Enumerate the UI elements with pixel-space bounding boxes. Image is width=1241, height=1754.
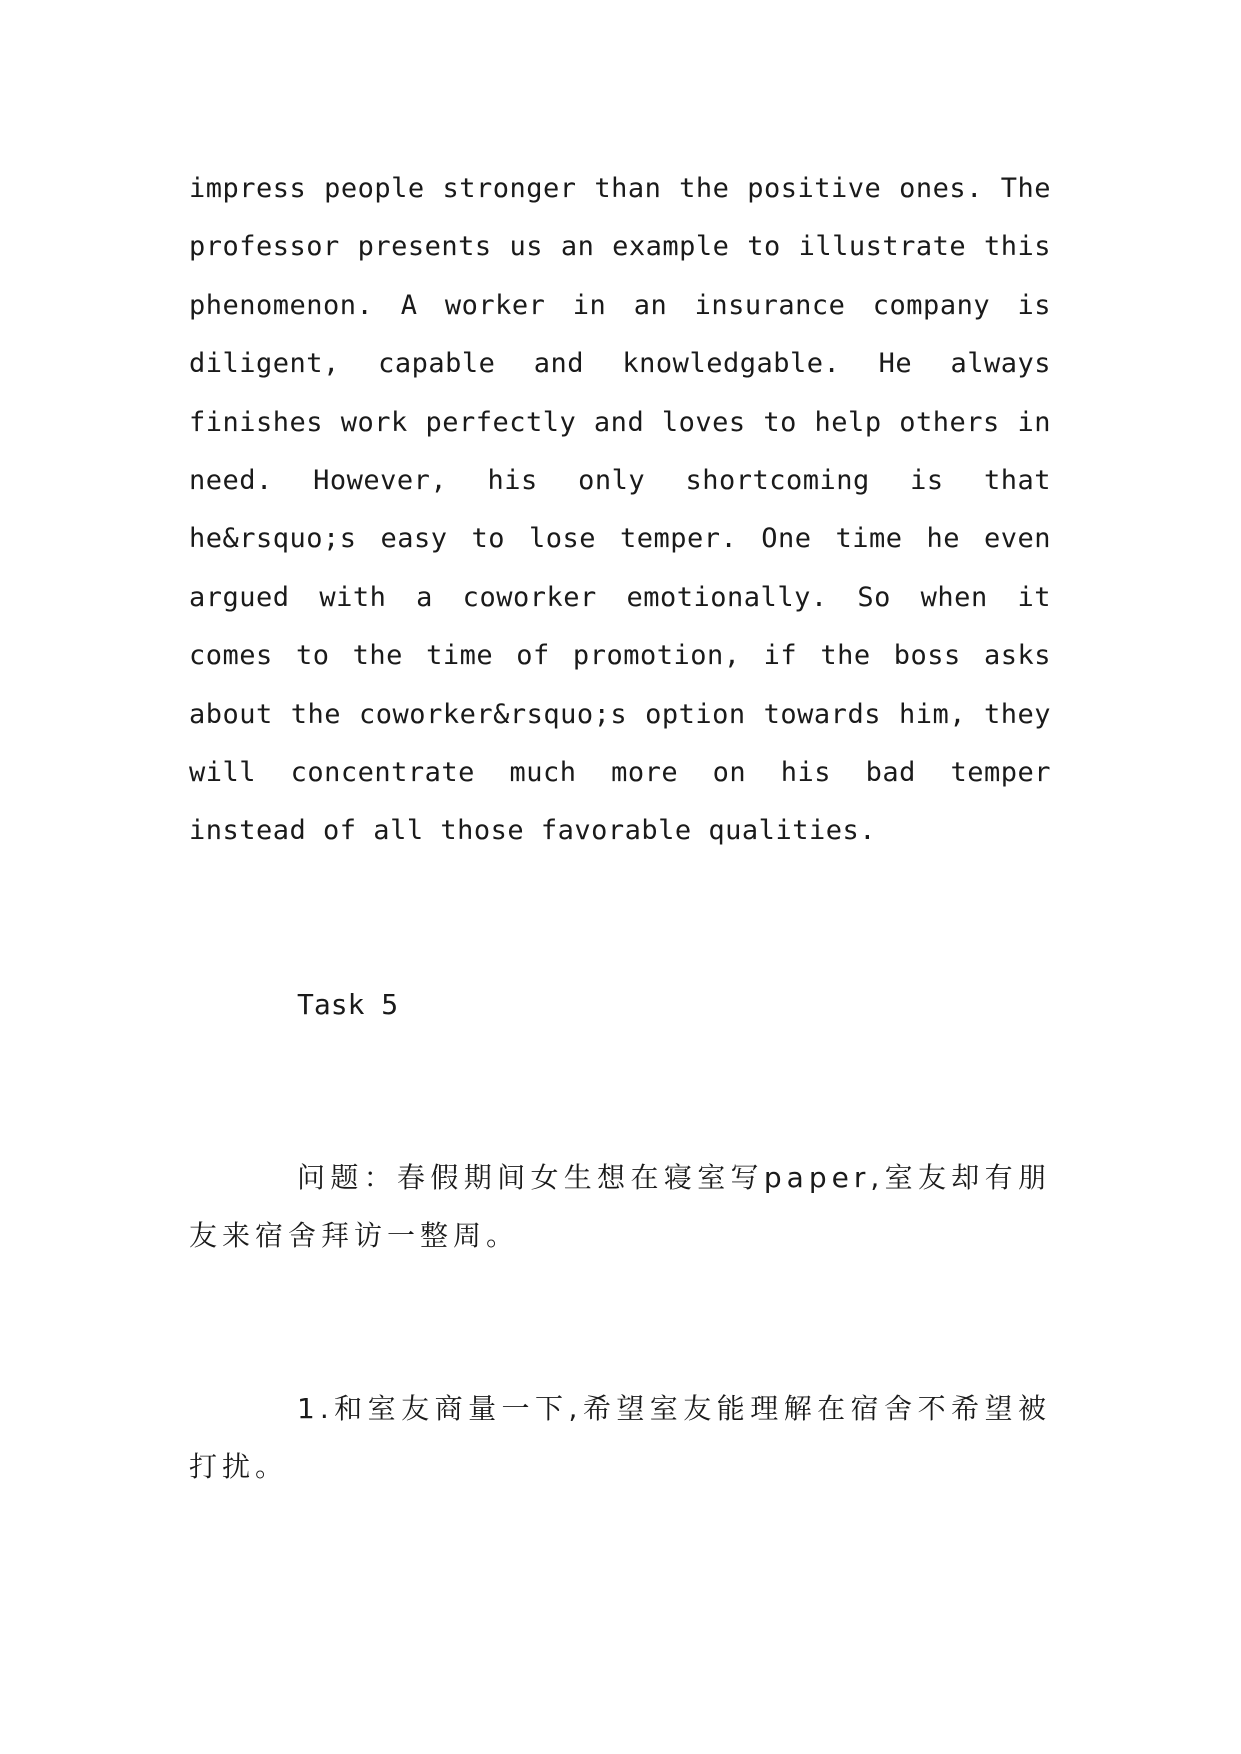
list-item: 1.和室友商量一下,希望室友能理解在宿舍不希望被打扰。 [189, 1391, 1051, 1483]
section-heading: Task 5 [297, 987, 399, 1021]
spacer [189, 861, 1051, 976]
document-body [189, 160, 1051, 1496]
spacer [189, 1265, 1051, 1380]
spacer [189, 1034, 1051, 1149]
body-paragraph: impress people stronger than the positive ones. The professor presents us an example to illustrate this phenomenon. A worker in an insurance company is diligent, capable and knowledgable. He always finishes work perfectly and loves to help others in need. However, his only shortcoming is that he&rsquo;s easy to lose temper. One time he even argued with a coworker emotionally. So when it comes to the time of promotion, if the boss asks about the coworker&rsquo;s option towards him, they will concentrate much more on his bad temper instead of all those favorable qualities. [189, 173, 1051, 847]
question-paragraph: 问题：春假期间女生想在寝室写paper,室友却有朋友来宿舍拜访一整周。 [189, 1160, 1051, 1252]
